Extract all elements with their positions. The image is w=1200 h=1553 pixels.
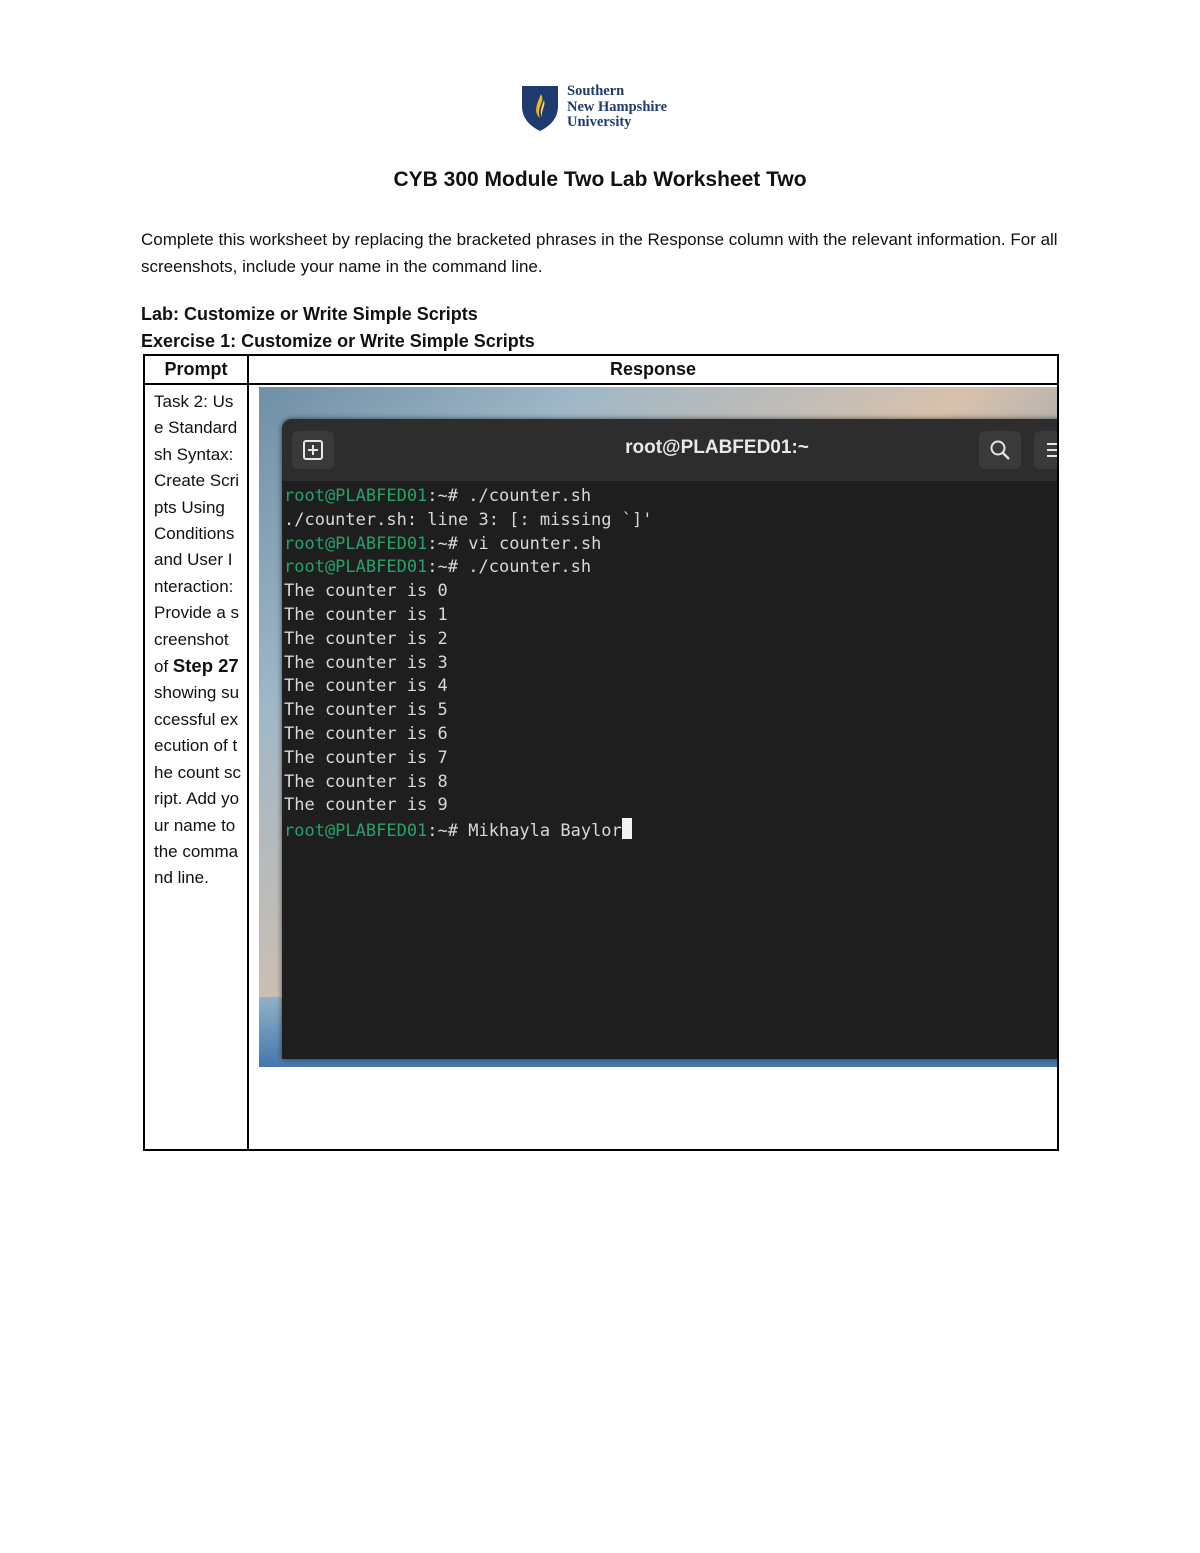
lab-heading: Lab: Customize or Write Simple Scripts — [141, 304, 478, 324]
output-text: The counter is 4 — [284, 676, 448, 697]
shell-prompt-separator: :~# — [427, 821, 469, 842]
terminal-output-line — [284, 723, 652, 747]
terminal-output[interactable] — [284, 485, 652, 844]
terminal-command-line — [284, 485, 652, 509]
output-text: The counter is 8 — [284, 771, 448, 792]
command-text: ./counter.sh — [468, 557, 592, 578]
table-row — [144, 384, 1058, 1150]
terminal-output-line — [284, 699, 652, 723]
terminal-output-line — [284, 580, 652, 604]
shield-logo-icon — [520, 84, 560, 132]
output-text: The counter is 7 — [284, 747, 448, 768]
shell-prompt-separator: :~# — [427, 533, 469, 554]
worksheet-table — [143, 354, 1059, 1151]
terminal-command-line — [284, 533, 652, 557]
search-button[interactable] — [979, 431, 1021, 469]
response-column-header: Response — [248, 355, 1058, 384]
search-icon — [989, 439, 1011, 461]
terminal-command-line — [284, 818, 652, 844]
document-title: CYB 300 Module Two Lab Worksheet Two — [393, 168, 807, 191]
prompt-step: Step 27 — [172, 655, 239, 677]
output-text: The counter is 2 — [284, 628, 448, 649]
output-text: The counter is 3 — [284, 652, 448, 673]
shell-prompt: root@PLABFED01 — [284, 533, 428, 554]
exercise-heading: Exercise 1: Customize or Write Simple Scripts — [141, 331, 535, 351]
logo-line-2: New Hampshire — [567, 98, 668, 115]
terminal-output-line — [284, 747, 652, 771]
terminal-output-line — [284, 771, 652, 795]
command-text: ./counter.sh — [468, 486, 592, 506]
table-header-row — [144, 355, 1058, 384]
logo-line-1: Southern — [567, 83, 625, 99]
shell-prompt-separator: :~# — [427, 486, 469, 506]
instructions-paragraph: Complete this worksheet by replacing the bracketed phrases in the Response column with the relevant information. For all screenshots, include your name in the command line. — [141, 230, 1058, 276]
terminal-output-line — [284, 794, 652, 818]
terminal-output-line — [284, 628, 652, 652]
terminal-titlebar — [282, 419, 1057, 481]
terminal-title: root@PLABFED01:~ — [625, 437, 809, 458]
output-text: ./counter.sh: line 3: [: missing `]' — [284, 509, 653, 530]
terminal-output-line — [284, 509, 652, 533]
shell-prompt: root@PLABFED01 — [284, 486, 428, 506]
terminal-output-line — [284, 652, 652, 676]
output-text: The counter is 0 — [284, 581, 448, 602]
output-text: The counter is 5 — [284, 700, 448, 721]
logo-line-3: University — [567, 114, 632, 130]
prompt-column-header: Prompt — [144, 355, 248, 384]
menu-icon — [1044, 439, 1057, 461]
terminal-window — [282, 419, 1057, 1059]
command-text: vi counter.sh — [468, 533, 602, 554]
shell-prompt: root@PLABFED01 — [284, 557, 428, 578]
prompt-cell — [144, 384, 248, 1150]
terminal-output-line — [284, 604, 652, 628]
output-text: The counter is 1 — [284, 604, 448, 625]
shell-prompt-separator: :~# — [427, 557, 469, 578]
university-logo — [520, 84, 690, 134]
output-text: The counter is 9 — [284, 795, 448, 816]
prompt-text-continued: showing successful execution of the count script. Add your name to the command line. — [154, 683, 241, 888]
terminal-output-line — [284, 675, 652, 699]
output-text: The counter is 6 — [284, 723, 448, 744]
prompt-text: Task 2: Use Standard sh Syntax: Create Scripts Using Conditions and User Interaction: Provide a screenshot of — [154, 392, 240, 677]
response-cell — [248, 384, 1058, 1150]
terminal-screenshot — [259, 387, 1057, 1067]
menu-button[interactable] — [1034, 431, 1057, 469]
shell-prompt: root@PLABFED01 — [284, 821, 428, 842]
terminal-command-line — [284, 556, 652, 580]
text-cursor — [622, 818, 632, 839]
command-text: Mikhayla Baylor — [468, 821, 622, 842]
logo-wordmark — [567, 84, 697, 131]
